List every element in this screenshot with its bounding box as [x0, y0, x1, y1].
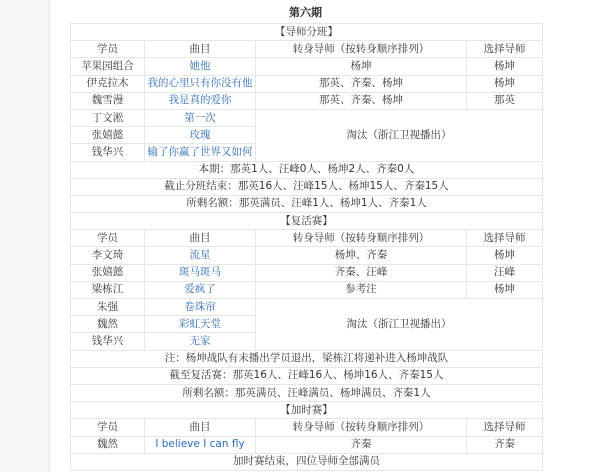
col-header-song: 曲目	[145, 41, 256, 58]
section-heading-row	[71, 213, 543, 230]
column-header-row	[71, 230, 543, 247]
table-row	[71, 247, 543, 264]
note-row	[71, 178, 543, 195]
note-row	[71, 384, 543, 401]
section-heading-division: 【导师分班】	[71, 24, 543, 41]
section-heading-revival: 【复活赛】	[71, 213, 543, 230]
song-link[interactable]: 输了你赢了世界又如何	[147, 145, 253, 158]
song-link[interactable]: 流星	[189, 249, 211, 262]
note-text: 本期：那英1人、汪峰0人、杨坤2人、齐秦0人	[71, 161, 543, 178]
note-row	[71, 453, 543, 470]
turned-coaches: 杨坤	[256, 58, 467, 75]
table-row	[71, 109, 543, 126]
eliminated-cell: 淘汰（浙江卫视播出）	[256, 109, 543, 161]
col-header-song: 曲目	[145, 419, 256, 436]
col-header-chosen: 选择导师	[467, 230, 543, 247]
section-heading-overtime: 【加时赛】	[71, 402, 543, 419]
section-heading-row	[71, 402, 543, 419]
page-title: 第六期	[289, 6, 322, 19]
chosen-coach: 齐秦	[467, 436, 543, 453]
student-name: 钱华兴	[71, 144, 145, 161]
student-name: 张嬉懿	[71, 264, 145, 281]
song-link[interactable]: 爱疯了	[184, 283, 216, 296]
note-text: 截止分班结束：那英16人、汪峰15人、杨坤15人、齐秦15人	[71, 178, 543, 195]
table-row	[71, 436, 543, 453]
song-link[interactable]: 彩虹天堂	[179, 317, 221, 330]
song-link[interactable]: 卷珠帘	[184, 300, 216, 313]
col-header-song: 曲目	[145, 230, 256, 247]
note-row	[71, 161, 543, 178]
student-name: 伊克拉木	[71, 75, 145, 92]
page-left-margin	[0, 0, 50, 472]
chosen-coach: 汪峰	[467, 264, 543, 281]
chosen-coach: 杨坤	[467, 247, 543, 264]
eliminated-cell: 淘汰（浙江卫视播出）	[256, 299, 543, 351]
song-link[interactable]: 无家	[189, 334, 211, 347]
turned-coaches: 杨坤、齐秦	[256, 247, 467, 264]
column-header-row	[71, 419, 543, 436]
chosen-coach: 杨坤	[467, 281, 543, 298]
results-table	[70, 23, 543, 471]
table-row	[71, 264, 543, 281]
student-name: 张嬉懿	[71, 127, 145, 144]
chosen-coach: 那英	[467, 92, 543, 109]
col-header-chosen: 选择导师	[467, 41, 543, 58]
note-text: 加时赛结束，四位导师全部满员	[71, 453, 543, 470]
turned-coaches: 齐秦、汪峰	[256, 264, 467, 281]
student-name: 苹果园组合	[71, 58, 145, 75]
col-header-turned: 转身导师（按转身顺序排列）	[256, 41, 467, 58]
student-name: 梁栋江	[71, 281, 145, 298]
table-row	[71, 281, 543, 298]
note-row	[71, 350, 543, 367]
col-header-chosen: 选择导师	[467, 419, 543, 436]
col-header-turned: 转身导师（按转身顺序排列）	[256, 230, 467, 247]
col-header-student: 学员	[71, 230, 145, 247]
table-row	[71, 92, 543, 109]
turned-coaches: 那英、齐秦、杨坤	[256, 92, 467, 109]
note-text: 所剩名额：那英满员、汪峰1人、杨坤1人、齐秦1人	[71, 195, 543, 212]
student-name: 朱强	[71, 299, 145, 316]
turned-coaches: 那英、齐秦、杨坤	[256, 75, 467, 92]
student-name: 魏然	[71, 316, 145, 333]
song-link[interactable]: I believe I can fly	[155, 438, 245, 451]
table-row	[71, 58, 543, 75]
note-text: 所剩名额：那英满员、汪峰满员、杨坤满员、齐秦1人	[71, 384, 543, 401]
table-row	[71, 299, 543, 316]
student-name: 魏雪漫	[71, 92, 145, 109]
song-link[interactable]: 斑马斑马	[179, 266, 221, 279]
table-row	[71, 75, 543, 92]
column-header-row	[71, 41, 543, 58]
student-name: 丁文淞	[71, 109, 145, 126]
song-link[interactable]: 我是真的爱你	[168, 94, 232, 107]
student-name: 钱华兴	[71, 333, 145, 350]
student-name: 魏然	[71, 436, 145, 453]
col-header-turned: 转身导师（按转身顺序排列）	[256, 419, 467, 436]
chosen-coach: 杨坤	[467, 75, 543, 92]
note-text: 截至复活赛：那英16人、汪峰16人、杨坤16人、齐秦15人	[71, 367, 543, 384]
song-link[interactable]: 她他	[189, 59, 211, 72]
note-row	[71, 195, 543, 212]
chosen-coach: 杨坤	[467, 58, 543, 75]
turned-coaches: 齐秦	[256, 436, 467, 453]
note-text: 注：杨坤战队有未播出学员退出，梁栋江将递补进入杨坤战队	[71, 350, 543, 367]
song-link[interactable]: 我的心里只有你没有他	[147, 77, 253, 90]
song-link[interactable]: 第一次	[184, 111, 216, 124]
col-header-student: 学员	[71, 41, 145, 58]
note-row	[71, 367, 543, 384]
col-header-student: 学员	[71, 419, 145, 436]
section-heading-row	[71, 24, 543, 41]
song-link[interactable]: 玫瑰	[189, 128, 211, 141]
turned-coaches: 参考注	[256, 281, 467, 298]
student-name: 李文琦	[71, 247, 145, 264]
